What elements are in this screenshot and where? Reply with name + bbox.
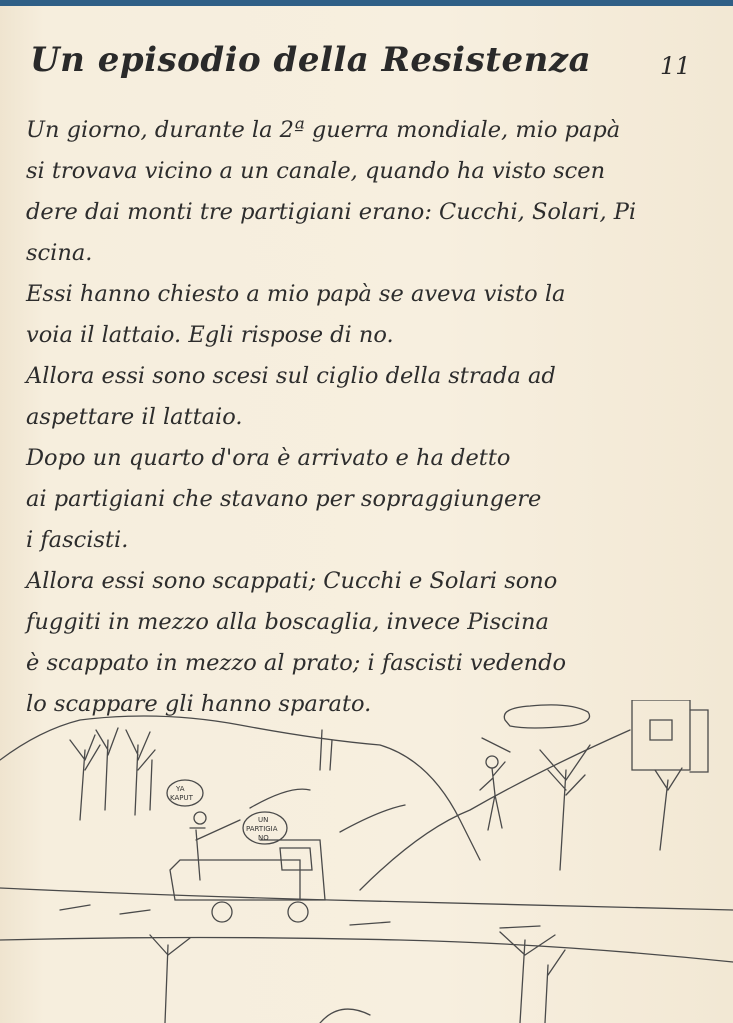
text-line: i fascisti. (26, 527, 129, 553)
page-top-edge (0, 0, 733, 6)
text-line: Dopo un quarto d'ora è arrivato e ha detto (26, 445, 511, 471)
partisan-figure (480, 738, 510, 830)
bubble-text: YA (176, 785, 185, 793)
page-title: Un episodio della Resistenza (30, 40, 592, 80)
speech-bubble-partigiano (243, 812, 287, 844)
bubble-text: KAPUT (170, 794, 193, 802)
shot-trail (250, 789, 310, 808)
bubble-text: NO (258, 834, 269, 842)
hill-line (0, 716, 480, 860)
text-line: fuggiti in mezzo alla boscaglia, invece Piscina (26, 609, 549, 635)
text-line: scina. (26, 240, 93, 266)
speech-bubble-ya-kaput (167, 780, 203, 806)
text-line: ai partigiani che stavano per sopraggiungere (26, 486, 542, 512)
text-line: lo scappare gli hanno sparato. (26, 691, 372, 717)
text-line: è scappato in mezzo al prato; i fascisti vedendo (26, 650, 567, 676)
text-line: si trovava vicino a un canale, quando ha visto scen (26, 158, 606, 184)
road-line (0, 888, 733, 910)
shot-trail (340, 805, 405, 832)
handwritten-text-block (26, 110, 706, 725)
text-line: Allora essi sono scesi sul ciglio della strada ad (26, 363, 556, 389)
pencil-drawing (0, 700, 733, 1023)
text-line: dere dai monti tre partigiani erano: Cucchi, Solari, Pi (26, 199, 637, 225)
road-line (0, 938, 733, 963)
text-line: Essi hanno chiesto a mio papà se aveva visto la (26, 281, 566, 307)
bubble-text: PARTIGIA (246, 825, 278, 833)
text-line: Allora essi sono scappati; Cucchi e Solari sono (26, 568, 558, 594)
tree-group-left (70, 728, 332, 820)
bubble-text: UN (258, 816, 269, 824)
text-line: aspettare il lattaio. (26, 404, 243, 430)
page-number: 11 (660, 52, 691, 80)
tree-right (540, 745, 682, 870)
text-line: Un giorno, durante la 2ª guerra mondiale, mio papà (26, 117, 621, 143)
house (632, 700, 708, 772)
cloud (504, 705, 589, 728)
road-line (60, 905, 540, 928)
tree-group-bottom (150, 932, 565, 1023)
text-line: voia il lattaio. Egli rispose di no. (26, 322, 394, 348)
